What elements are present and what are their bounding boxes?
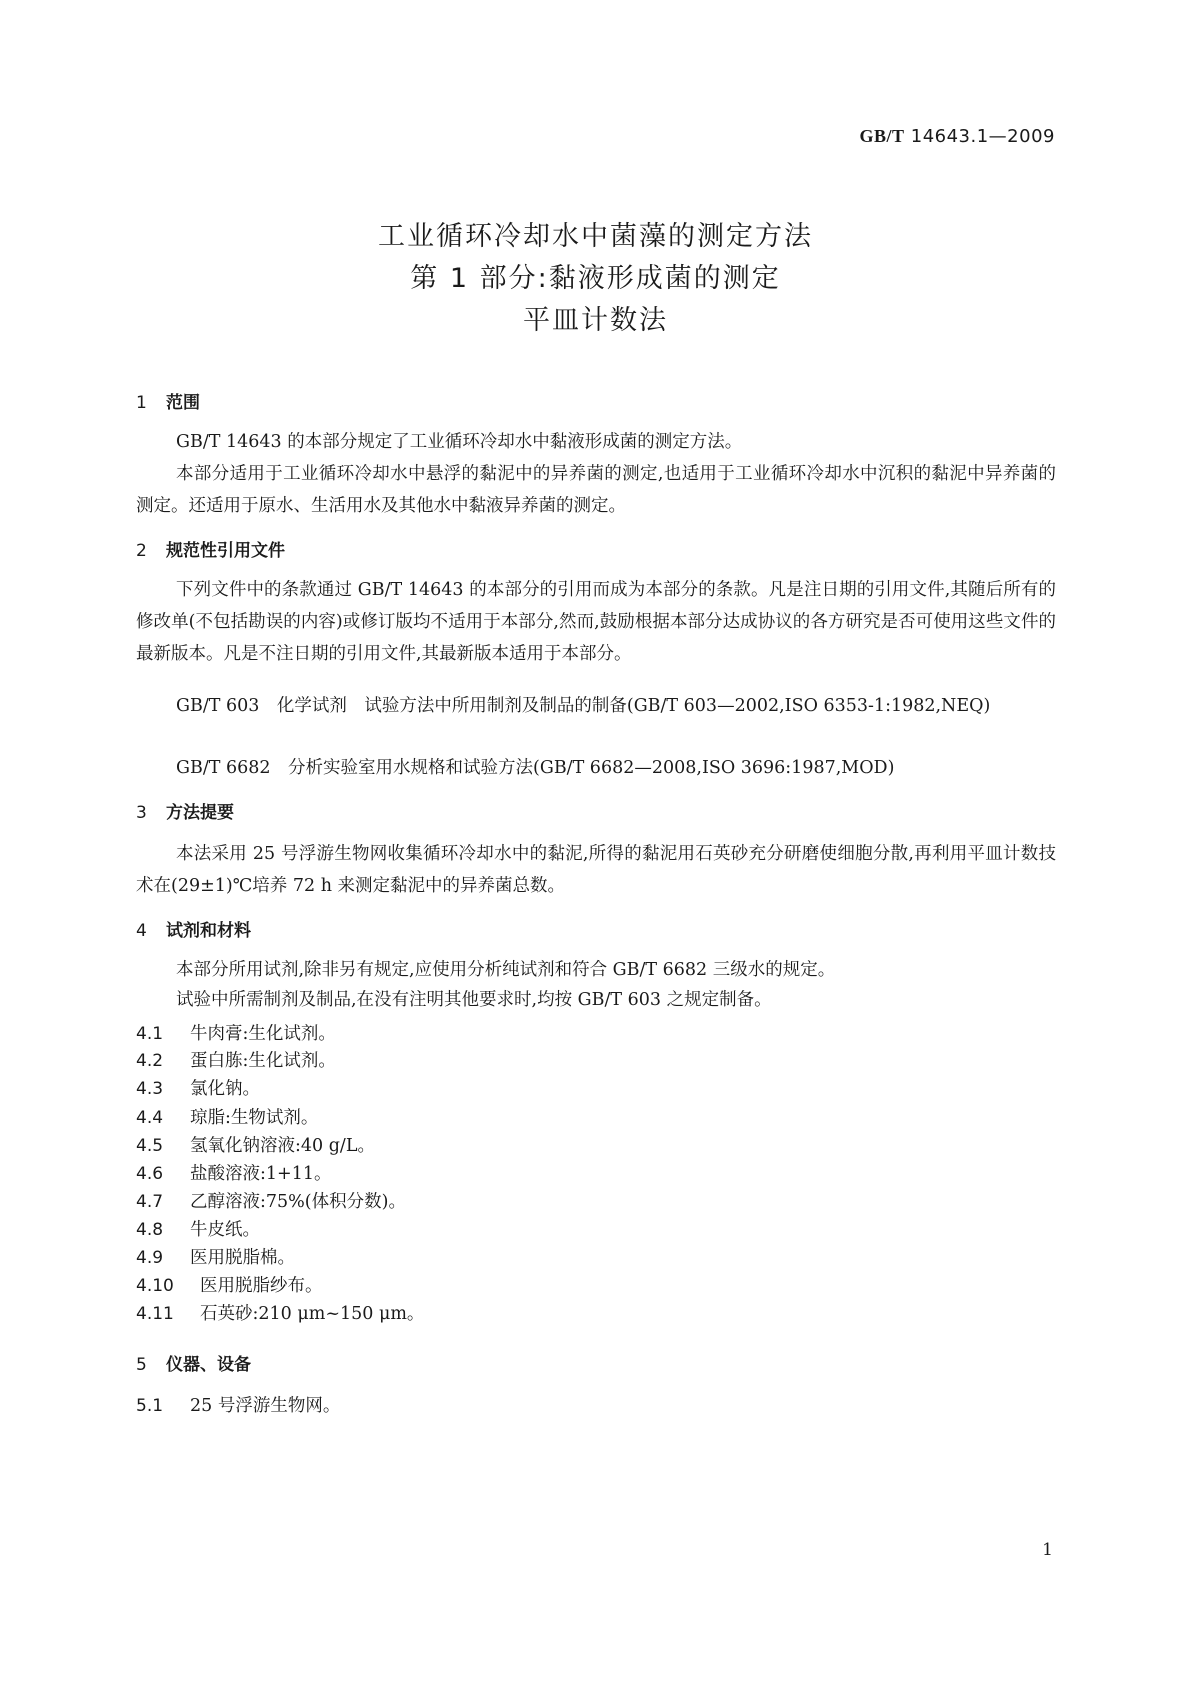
list-item: 4.11 石英砂:210 μm~150 μm。 xyxy=(136,1304,425,1324)
section-number: 3 xyxy=(136,803,147,823)
section-1-paragraph-1: GB/T 14643 的本部分规定了工业循环冷却水中黏液形成菌的测定方法。 xyxy=(176,432,743,452)
list-item: 4.1 牛肉膏:生化试剂。 xyxy=(136,1024,336,1044)
standard-code: 14643.1—2009 xyxy=(910,126,1055,147)
section-title: 规范性引用文件 xyxy=(166,541,285,561)
page-number: 1 xyxy=(1042,1540,1053,1560)
section-number: 2 xyxy=(136,541,147,561)
section-4-paragraph-2: 试验中所需制剂及制品,在没有注明其他要求时,均按 GB/T 603 之规定制备。 xyxy=(176,990,772,1010)
section-1-heading xyxy=(136,388,200,413)
section-4-heading xyxy=(136,916,251,941)
list-item: 5.1 25 号浮游生物网。 xyxy=(136,1396,341,1416)
section-2-reference-1: GB/T 603 化学试剂 试验方法中所用制剂及制品的制备(GB/T 603—2002,ISO 6353-1:1982,NEQ) xyxy=(176,696,991,716)
section-1-paragraph-2: 本部分适用于工业循环冷却水中悬浮的黏泥中的异养菌的测定,也适用于工业循环冷却水中沉积的黏泥中异养菌的测定。还适用于原水、生活用水及其他水中黏液异养菌的测定。 xyxy=(136,464,1056,516)
list-item: 4.10 医用脱脂纱布。 xyxy=(136,1276,323,1296)
section-title: 仪器、设备 xyxy=(166,1355,251,1375)
list-item: 4.7 乙醇溶液:75%(体积分数)。 xyxy=(136,1192,406,1212)
list-item: 4.8 牛皮纸。 xyxy=(136,1220,260,1240)
section-3-heading xyxy=(136,798,234,823)
section-3-paragraph-1: 本法采用 25 号浮游生物网收集循环冷却水中的黏泥,所得的黏泥用石英砂充分研磨使细胞分散,再利用平皿计数技术在(29±1)℃培养 72 h 来测定黏泥中的异养菌总数。 xyxy=(136,844,1056,896)
section-2-paragraph-1: 下列文件中的条款通过 GB/T 14643 的本部分的引用而成为本部分的条款。凡是注日期的引用文件,其随后所有的修改单(不包括勘误的内容)或修订版均不适用于本部分,然而,鼓励根据本部分达成协议的各方研究是否可使用这些文件的最新版本。凡是不注日期的引用文件,其最新版本适用于本部分。 xyxy=(136,580,1056,664)
standard-prefix: GB/T xyxy=(859,126,905,146)
section-title: 范围 xyxy=(166,393,200,413)
section-number: 5 xyxy=(136,1355,147,1375)
section-title: 方法提要 xyxy=(166,803,234,823)
list-item: 4.5 氢氧化钠溶液:40 g/L。 xyxy=(136,1136,375,1156)
list-item: 4.6 盐酸溶液:1+11。 xyxy=(136,1164,332,1184)
list-item: 4.2 蛋白胨:生化试剂。 xyxy=(136,1051,336,1071)
list-item: 4.9 医用脱脂棉。 xyxy=(136,1248,295,1268)
section-2-reference-2: GB/T 6682 分析实验室用水规格和试验方法(GB/T 6682—2008,ISO 3696:1987,MOD) xyxy=(176,758,895,778)
title-line-2: 第 1 部分:黏液形成菌的测定 xyxy=(410,263,781,294)
standard-number xyxy=(860,126,1056,147)
section-number: 1 xyxy=(136,393,147,413)
section-4-paragraph-1: 本部分所用试剂,除非另有规定,应使用分析纯试剂和符合 GB/T 6682 三级水的规定。 xyxy=(176,960,836,980)
list-item: 4.4 琼脂:生物试剂。 xyxy=(136,1108,319,1128)
section-title: 试剂和材料 xyxy=(166,921,251,941)
list-item: 4.3 氯化钠。 xyxy=(136,1079,260,1099)
title-line-3: 平皿计数法 xyxy=(523,305,668,336)
section-5-heading xyxy=(136,1350,251,1375)
section-2-heading xyxy=(136,536,285,561)
title-line-1: 工业循环冷却水中菌藻的测定方法 xyxy=(378,221,813,252)
section-number: 4 xyxy=(136,921,147,941)
